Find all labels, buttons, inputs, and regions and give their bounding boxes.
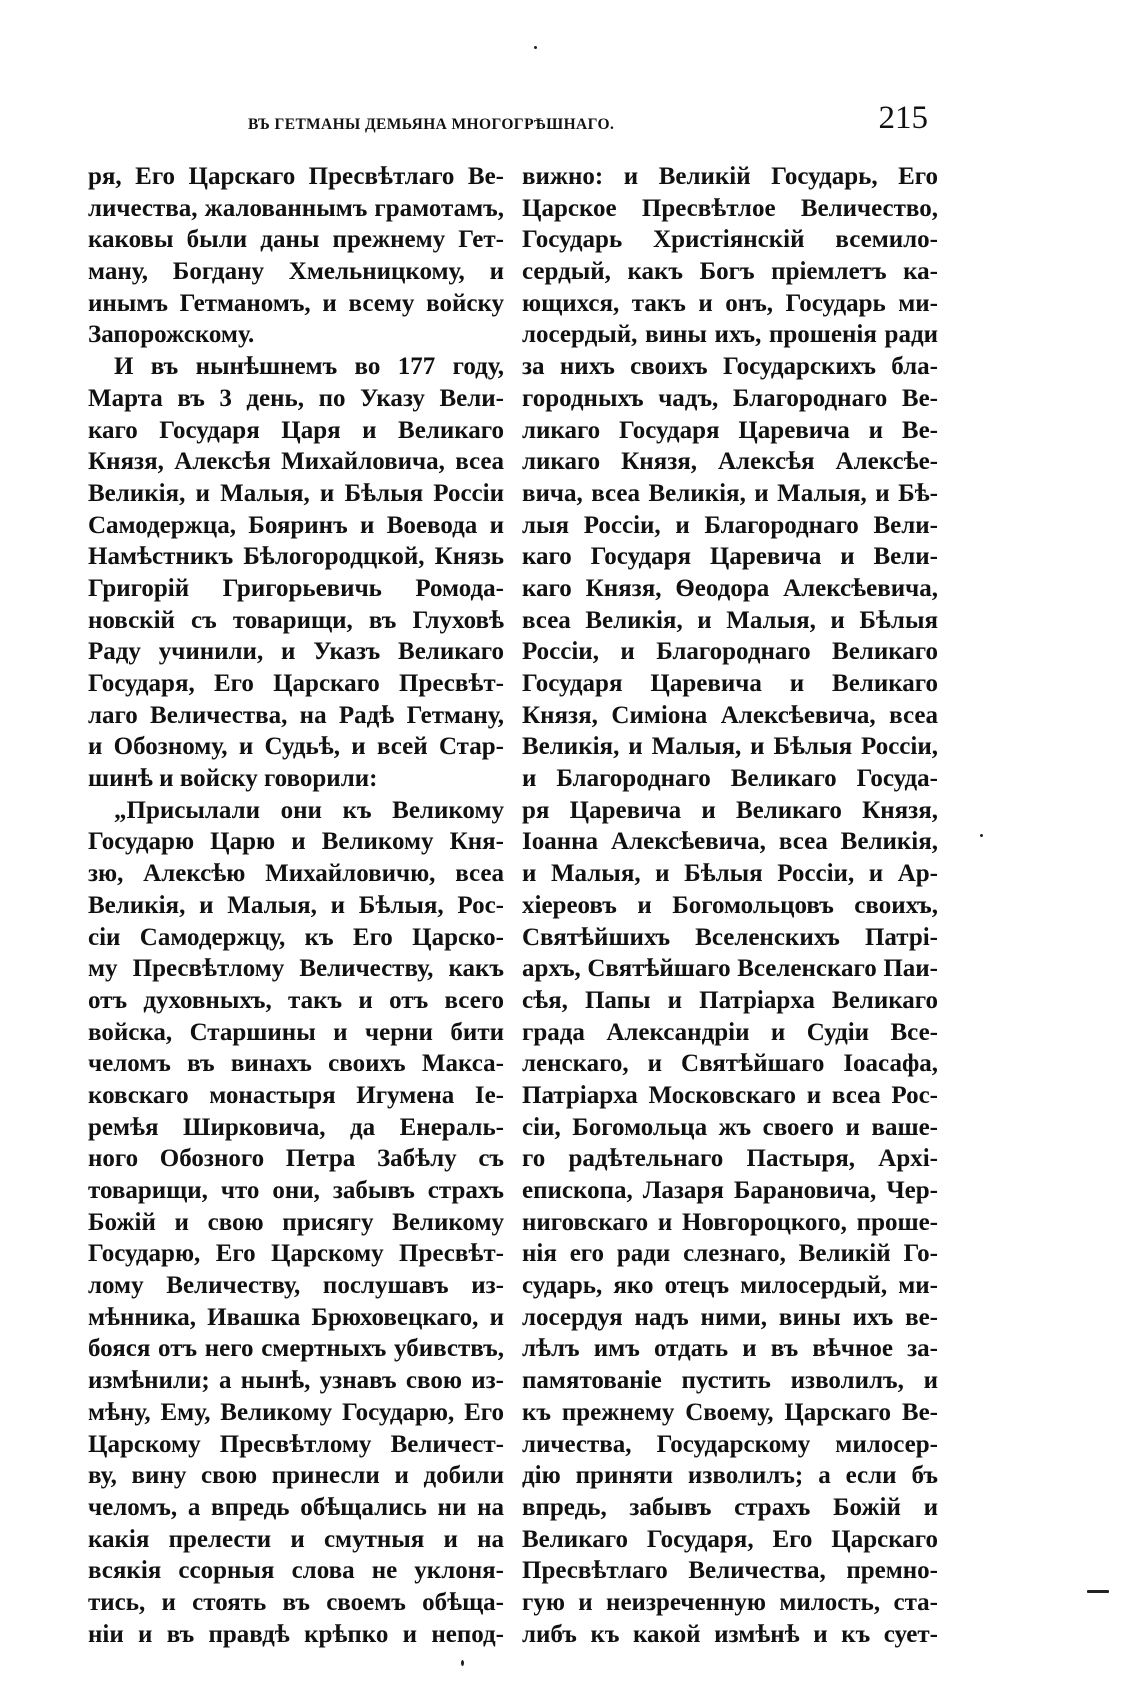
text-line: Великія, и Малыя, и Бѣлыя Россіи [88,479,504,507]
text-line: мѣну, Ему, Великому Государю, Его [88,1398,504,1426]
text-line: Государю, Его Царскому Пресвѣт- [88,1240,504,1268]
print-speck [1087,1590,1109,1593]
text-line: гую и неизреченную милость, ста- [522,1588,938,1616]
text-line: вича, всеа Великія, и Малыя, и Бѣ- [522,479,938,507]
text-line: архъ, Святѣйшаго Вселенскаго Паи- [522,955,938,983]
text-line: войска, Старшины и черни бити [88,1018,504,1046]
text-line: и Обозному, и Судьѣ, и всей Стар- [88,733,504,761]
text-line: Марта въ 3 день, по Указу Вели- [88,384,504,412]
text-line: отъ духовныхъ, такъ и отъ всего [88,986,504,1014]
text-line: вижно: и Великій Государь, Его [522,163,938,190]
text-line: Самодержца, Бояринъ и Воевода и [88,511,504,539]
text-line: Россіи, и Благороднаго Великаго [522,638,938,666]
text-line: личества, жалованнымъ грамотамъ, [88,194,504,222]
text-line: каго Государя Царя и Великаго [88,416,504,444]
text-line: каго Государя Царевича и Вели- [522,543,938,571]
text-line: Намѣстникъ Бѣлогородцкой, Князь [88,543,504,571]
text-line: Великія, и Малыя, и Бѣлыя, Рос- [88,891,504,919]
text-line: личества, Государскому милосер- [522,1430,938,1458]
text-line: дію приняти изволилъ; а если бъ [522,1462,938,1490]
text-line: Патріарха Московскаго и всеа Рос- [522,1081,938,1109]
text-line: городныхъ чадъ, Благороднаго Ве- [522,384,938,412]
text-line: Князя, Алексѣя Михайловича, всеа [88,448,504,476]
text-line: И въ нынѣшнемъ во 177 году, [114,353,504,381]
text-line: впредь, забывъ страхъ Божій и [522,1493,938,1521]
text-line: Князя, Симіона Алексѣевича, всеа [522,701,938,729]
text-line: му Пресвѣтлому Величеству, какъ [88,955,504,983]
text-line: тись, и стоять въ своемъ обѣща- [88,1588,504,1616]
text-line: сѣя, Папы и Патріарха Великаго [522,986,938,1014]
text-line: епископа, Лазаря Барановича, Чер- [522,1177,938,1204]
text-line: лому Величеству, послушавъ из- [88,1272,504,1300]
text-line: къ прежнему Своему, Царскаго Ве- [522,1398,938,1426]
text-line: Божій и свою присягу Великому [88,1208,504,1236]
print-speck [461,1660,464,1666]
print-speck [980,834,983,837]
text-line: челомъ въ винахъ своихъ Макса- [88,1050,504,1078]
text-line: ного Обозного Петра Забѣлу съ [88,1145,504,1173]
text-line: ману, Богдану Хмельницкому, и [88,258,504,286]
running-title: ВЪ ГЕТМАНЫ ДЕМЬЯНА МНОГОГРѢШНАГО. [248,116,615,133]
text-line: бояся отъ него смертныхъ убивствъ, [88,1335,504,1363]
text-line: новскій съ товарищи, въ Глуховѣ [88,606,504,634]
text-line: памятованіе пустить изволилъ, и [522,1367,938,1395]
text-line: сердый, какъ Богъ пріемлетъ ка- [522,258,938,286]
text-line: Государя Царевича и Великаго [522,670,938,697]
text-line: Царскому Пресвѣтлому Величест- [88,1430,504,1458]
text-line: ниговскаго и Новгороцкого, проше- [522,1208,938,1236]
text-line: челомъ, а впредь обѣщались ни на [88,1493,504,1521]
text-line: ковскаго монастыря Игумена Іе- [88,1081,504,1109]
text-line: ря Царевича и Великаго Князя, [522,796,938,824]
text-line: Запорожскому. [88,321,255,349]
text-line: измѣнили; а нынѣ, узнавъ свою из- [88,1367,504,1395]
text-line: каковы были даны прежнему Гет- [88,226,504,254]
text-line: ликаго Князя, Алексѣя Алексѣе- [522,448,938,476]
text-line: ніи и въ правдѣ крѣпко и непод- [88,1620,504,1648]
text-line: лѣлъ имъ отдать и въ вѣчное за- [522,1335,938,1363]
text-line: ря, Его Царскаго Пресвѣтлаго Ве- [88,163,504,190]
text-line: всеа Великія, и Малыя, и Бѣлыя [522,606,938,634]
text-line: Григорій Григорьевичь Ромода- [88,574,504,602]
text-line: шинѣ и войску говорили: [88,765,378,793]
text-line: Государю Царю и Великому Кня- [88,828,504,856]
text-line: Пресвѣтлаго Величества, премно- [522,1557,938,1585]
text-line: Іоанна Алексѣевича, всеа Великія, [522,828,938,856]
text-line: зю, Алексѣю Михайловичю, всеа [88,860,504,888]
text-line: ющихся, такъ и онъ, Государь ми- [522,289,938,317]
text-line: „Присылали они къ Великому [114,796,504,824]
text-line: Царское Пресвѣтлое Величество, [522,194,938,222]
text-line: Святѣйшихъ Вселенскихъ Патрі- [522,923,938,951]
text-line: ву, вину свою принесли и добили [88,1462,504,1490]
text-line: мѣнника, Ивашка Брюховецкаго, и [88,1303,504,1331]
text-line: Раду учинили, и Указъ Великаго [88,638,504,666]
text-line: хіереовъ и Богомольцовъ своихъ, [522,891,938,919]
text-line: сударь, яко отецъ милосердый, ми- [522,1272,938,1300]
text-line: каго Князя, Ѳеодора Алексѣевича, [522,574,938,602]
text-line: сіи Самодержцу, къ Его Царско- [88,923,504,951]
text-line: всякія ссорныя слова не уклоня- [88,1557,504,1585]
text-line: за нихъ своихъ Государскихъ бла- [522,353,938,381]
text-line: сіи, Богомольца жъ своего и ваше- [522,1113,938,1141]
text-line: Государя, Его Царскаго Пресвѣт- [88,670,504,697]
text-line: лосердуя надъ ними, вины ихъ ве- [522,1303,938,1331]
print-speck [534,46,537,49]
left-text-column [88,161,504,1650]
page-number: 215 [878,100,928,136]
text-line: ленскаго, и Святѣйшаго Іоасафа, [522,1050,938,1078]
running-header [88,100,928,146]
right-text-column [522,161,938,1650]
text-line: града Александріи и Судіи Все- [522,1018,938,1046]
text-line: и Малыя, и Бѣлыя Россіи, и Ар- [522,860,938,888]
text-line: Государь Христіянскій всемило- [522,226,938,254]
text-line: ремѣя Ширковича, да Енераль- [88,1113,504,1141]
text-line: либъ къ какой измѣнѣ и къ сует- [522,1620,938,1648]
text-line: Великія, и Малыя, и Бѣлыя Россіи, [522,733,938,761]
text-line: товарищи, что они, забывъ страхъ [88,1177,504,1204]
text-line: лаго Величества, на Радѣ Гетману, [88,701,504,729]
text-line: го радѣтельнаго Пастыря, Архі- [522,1145,938,1173]
text-line: какія прелести и смутныя и на [88,1525,504,1553]
text-line: Великаго Государя, Его Царскаго [522,1525,938,1553]
text-line: лосердый, вины ихъ, прошенія ради [522,321,938,349]
text-line: и Благороднаго Великаго Госуда- [522,765,938,793]
text-line: нія его ради слезнаго, Великій Го- [522,1240,938,1268]
text-line: ликаго Государя Царевича и Ве- [522,416,938,444]
text-line: лыя Россіи, и Благороднаго Вели- [522,511,938,539]
text-line: инымъ Гетманомъ, и всему войску [88,289,504,317]
